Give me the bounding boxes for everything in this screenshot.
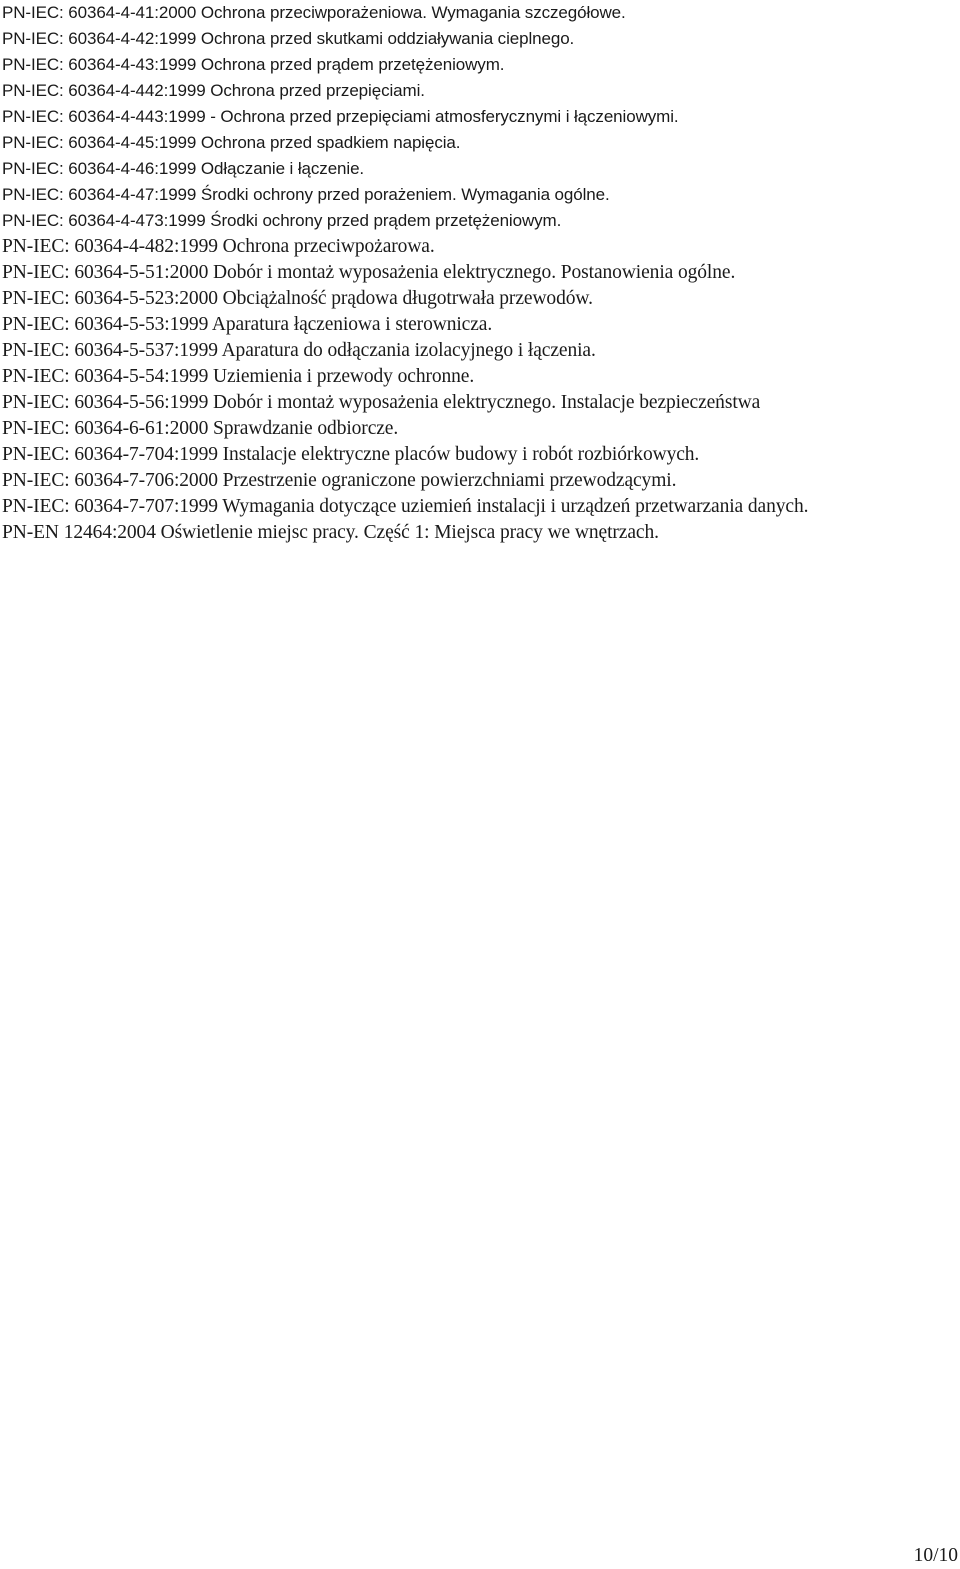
standard-item: PN-IEC: 60364-5-54:1999 Uziemienia i przewody ochronne.: [2, 366, 475, 387]
standard-item: PN-IEC: 60364-4-46:1999 Odłączanie i łączenie.: [2, 159, 365, 178]
standard-item: PN-IEC: 60364-5-537:1999 Aparatura do odłączania izolacyjnego i łączenia.: [2, 340, 596, 361]
standards-list: [2, 0, 958, 546]
standard-item: PN-IEC: 60364-4-45:1999 Ochrona przed spadkiem napięcia.: [2, 133, 461, 152]
standard-item: PN-IEC: 60364-5-53:1999 Aparatura łączeniowa i sterownicza.: [2, 314, 493, 335]
standard-item: PN-IEC: 60364-4-482:1999 Ochrona przeciwpożarowa.: [2, 236, 435, 257]
standard-item: PN-IEC: 60364-4-443:1999 - Ochrona przed przepięciami atmosferycznymi i łączeniowymi.: [2, 107, 679, 126]
standard-item: PN-IEC: 60364-4-47:1999 Środki ochrony przed porażeniem. Wymagania ogólne.: [2, 185, 610, 204]
standard-item: PN-IEC: 60364-7-707:1999 Wymagania dotyczące uziemień instalacji i urządzeń przetwarzania danych.: [2, 496, 809, 517]
standard-item: PN-IEC: 60364-4-43:1999 Ochrona przed prądem przetężeniowym.: [2, 55, 505, 74]
standard-item: PN-IEC: 60364-5-523:2000 Obciążalność prądowa długotrwała przewodów.: [2, 288, 593, 309]
standard-item: PN-IEC: 60364-7-704:1999 Instalacje elektryczne placów budowy i robót rozbiórkowych.: [2, 444, 700, 465]
standard-item: PN-IEC: 60364-6-61:2000 Sprawdzanie odbiorcze.: [2, 418, 399, 439]
page-number: 10/10: [913, 1545, 958, 1566]
standard-item: PN-IEC: 60364-5-51:2000 Dobór i montaż wyposażenia elektrycznego. Postanowienia ogólne.: [2, 262, 736, 283]
standard-item: PN-IEC: 60364-5-56:1999 Dobór i montaż wyposażenia elektrycznego. Instalacje bezpieczeństwa: [2, 392, 761, 413]
standard-item: PN-EN 12464:2004 Oświetlenie miejsc pracy. Część 1: Miejsca pracy we wnętrzach.: [2, 522, 659, 543]
standard-item: PN-IEC: 60364-7-706:2000 Przestrzenie ograniczone powierzchniami przewodzącymi.: [2, 470, 677, 491]
standard-item: PN-IEC: 60364-4-473:1999 Środki ochrony przed prądem przetężeniowym.: [2, 211, 562, 230]
standard-item: PN-IEC: 60364-4-442:1999 Ochrona przed przepięciami.: [2, 81, 425, 100]
standard-item: PN-IEC: 60364-4-41:2000 Ochrona przeciwporażeniowa. Wymagania szczegółowe.: [2, 3, 626, 22]
standard-item: PN-IEC: 60364-4-42:1999 Ochrona przed skutkami oddziaływania cieplnego.: [2, 29, 575, 48]
